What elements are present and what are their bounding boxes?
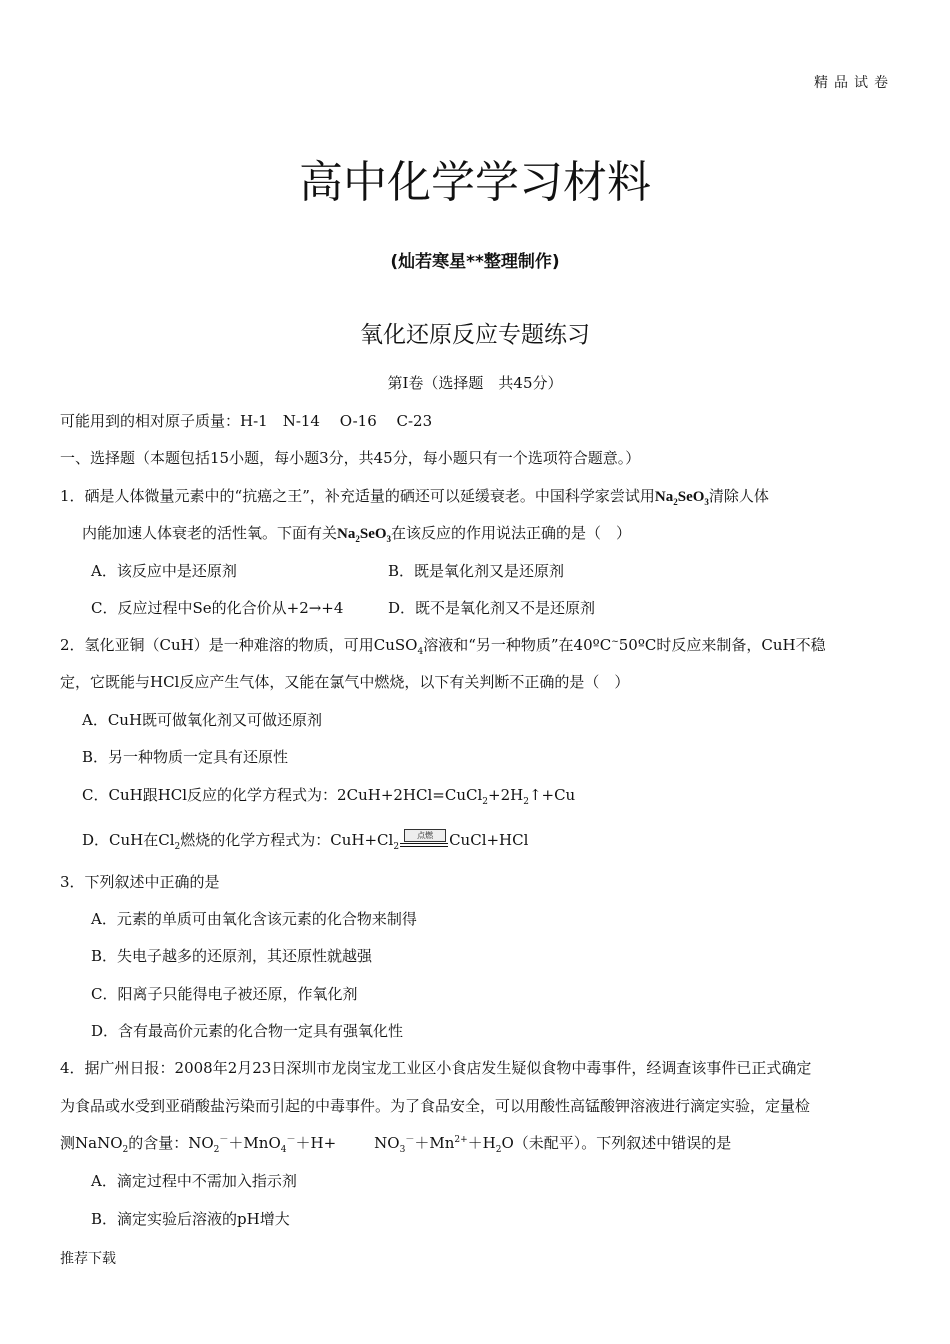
maker-line: (灿若寒星**整理制作) <box>390 252 560 272</box>
exercise-title: 氧化还原反应专题练习 <box>360 322 590 348</box>
chem-na2seo3: $Na_2SeO_3$ <box>654 489 709 507</box>
main-title: 高中化学学习材料 <box>299 157 651 208</box>
q2-option-d: D．CuH在$Cl_2$燃烧的化学方程式为：$CuH+Cl_2$ 点燃 CuCl+HCl <box>82 831 529 852</box>
q1-line2 <box>82 522 631 544</box>
footer-label: 推荐下载 <box>60 1251 116 1267</box>
q2-option-a: A．CuH既可做氧化剂又可做还原剂 <box>82 711 323 729</box>
part1-intro: 一、选择题（本题包括15小题，每小题3分，共45分，每小题只有一个选项符合题意。） <box>60 449 641 467</box>
q3-option-c: C．阳离子只能得电子被还原，作氧化剂 <box>91 985 358 1003</box>
q3-option-b: B．失电子越多的还原剂，其还原性就越强 <box>91 947 373 965</box>
q1-text-b: 清除人体 <box>708 487 769 505</box>
reaction-condition-arrow: 点燃 <box>400 829 448 849</box>
q2-line2: 定，它既能与HCl反应产生气体，又能在氯气中燃烧，以下有关判断不正确的是（ ） <box>60 673 630 691</box>
q1-text-d: 在该反应的作用说法正确的是（ ） <box>391 524 632 542</box>
q1-text-a: 1．硒是人体微量元素中的“抗癌之王”，补充适量的硒还可以延缓衰老。中国科学家尝试用 <box>60 487 655 505</box>
q4-line2: 为食品或水受到亚硝酸盐污染而引起的中毒事件。为了食品安全，可以用酸性高锰酸钾溶液进行滴定实验，定量检 <box>60 1097 811 1115</box>
q1-option-b: B．既是氧化剂又是还原剂 <box>388 562 565 580</box>
section-title: 第Ⅰ卷（选择题 共45分） <box>387 374 563 392</box>
q3-option-a: A．元素的单质可由氧化含该元素的化合物来制得 <box>91 910 417 928</box>
q3-option-d: D．含有最高价元素的化合物一定具有强氧化性 <box>91 1022 404 1040</box>
chem-na2seo3: $Na_2SeO_3$ <box>337 526 392 544</box>
q3-stem: 3．下列叙述中正确的是 <box>60 873 220 891</box>
atomic-mass-line: 可能用到的相对原子质量：H-1 N-14 O-16 C-23 <box>60 412 433 430</box>
q4-line3: 测NaNO$_2$的含量：$NO_2^-+MnO_4^-+H+ NO_3^-+Mn^{2+}+H_2O$（未配平）。下列叙述中错误的是 <box>60 1134 732 1155</box>
q2-option-c: C．CuH跟HCl反应的化学方程式为：$2CuH+2HCl=CuCl_2+2H_2↑+Cu$ <box>82 786 576 807</box>
q1-option-d: D．既不是氧化剂又不是还原剂 <box>388 599 596 617</box>
q1-option-c: C．反应过程中Se的化合价从+2→+4 <box>91 599 344 617</box>
q2-line1: 2．氢化亚铜（CuH）是一种难溶的物质，可用CuSO$_4$溶液和“另一种物质”在40ºC~50ºC时反应来制备，CuH不稳 <box>60 636 826 657</box>
header-label: 精品试卷 <box>814 75 894 91</box>
q1-text-c: 内能加速人体衰老的活性氧。下面有关 <box>82 524 338 542</box>
q2-option-b: B．另一种物质一定具有还原性 <box>82 748 289 766</box>
q1-line1 <box>60 485 769 507</box>
q4-line1: 4．据广州日报：2008年2月23日深圳市龙岗宝龙工业区小食店发生疑似食物中毒事件，经调查该事件已正式确定 <box>60 1059 812 1077</box>
q4-option-b: B．滴定实验后溶液的pH增大 <box>91 1210 290 1228</box>
q1-option-a: A．该反应中是还原剂 <box>91 562 237 580</box>
q4-option-a: A．滴定过程中不需加入指示剂 <box>91 1172 297 1190</box>
